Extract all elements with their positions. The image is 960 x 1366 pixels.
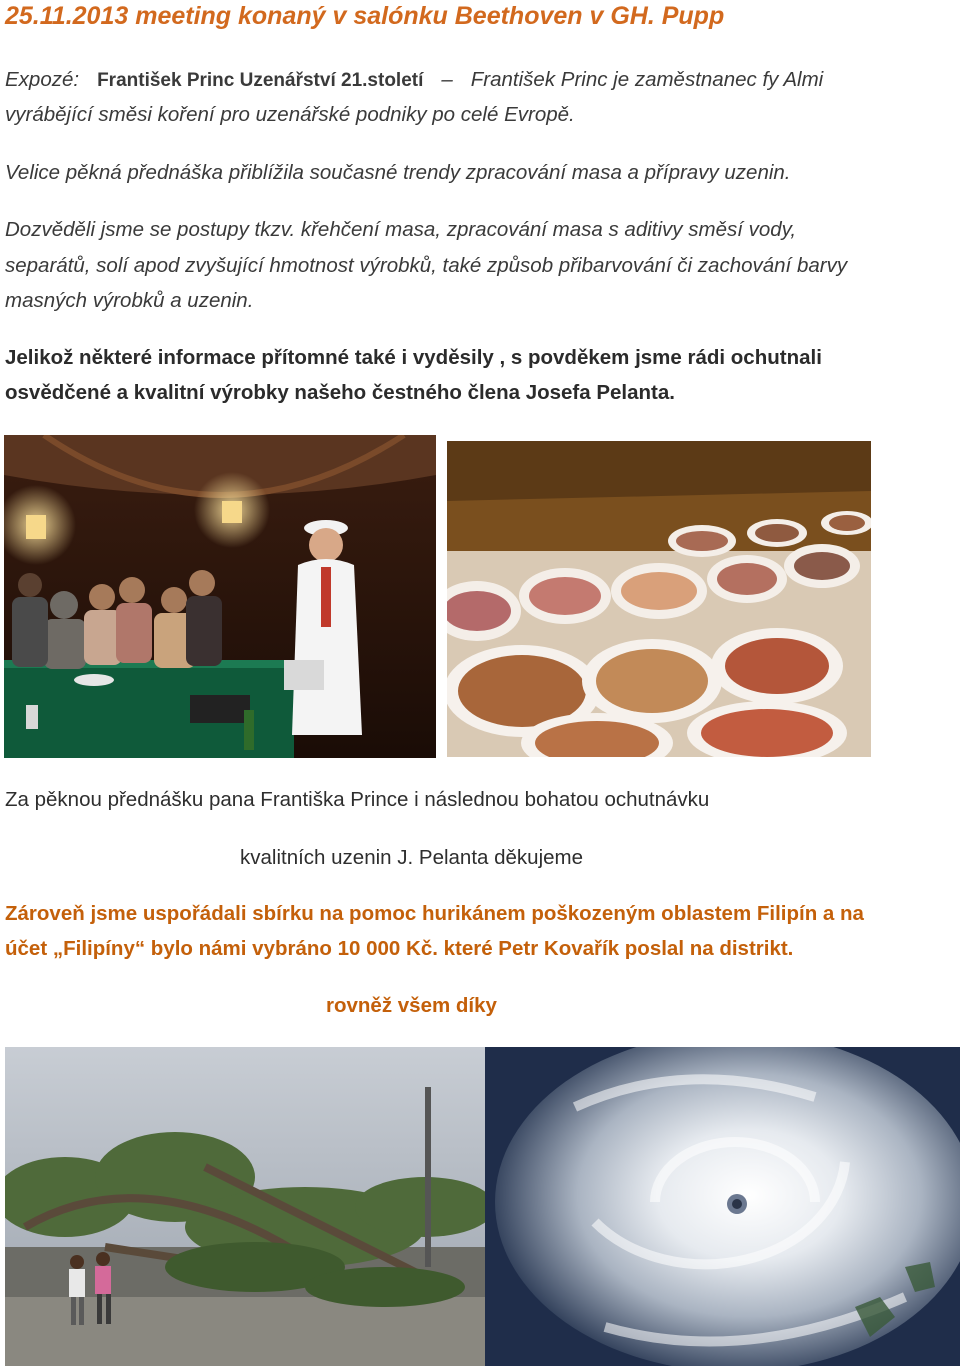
- page-title: 25.11.2013 meeting konaný v salónku Beethoven v GH. Pupp: [5, 2, 725, 30]
- expose-speaker: František Princ Uzenářství 21.století: [97, 70, 424, 91]
- collection-line-1: Zároveň jsme uspořádali sbírku na pomoc hurikánem poškozeným oblastem Filipín a na: [5, 902, 864, 925]
- thanks-line-2: kvalitních uzenin J. Pelanta děkujeme: [240, 846, 584, 869]
- closing-thanks: rovněž všem díky: [326, 994, 497, 1017]
- expose-label: Expozé:: [5, 68, 80, 91]
- presentation-photo: [4, 435, 436, 758]
- expose-line-1: [5, 68, 823, 92]
- paragraph-methods-line-1: Dozvěděli jsme se postupy tkzv. křehčení masa, zpracování masa s aditivy směsí vody,: [5, 218, 797, 241]
- expose-line-2: vyrábějící směsi koření pro uzenářské podniky po celé Evropě.: [5, 103, 575, 126]
- thanks-line-1: Za pěknou přednášku pana Františka Prince i následnou bohatou ochutnávku: [5, 788, 710, 811]
- storm-damage-photo: [5, 1047, 485, 1366]
- paragraph-methods-line-2: separátů, solí apod zvyšující hmotnost výrobků, také způsob přibarvování či zachování barvy: [5, 254, 848, 277]
- typhoon-satellite-photo: [485, 1047, 960, 1366]
- paragraph-tasting-line-2: osvědčené a kvalitní výrobky našeho čestného člena Josefa Pelanta.: [5, 381, 675, 404]
- paragraph-methods-line-3: masných výrobků a uzenin.: [5, 289, 254, 312]
- paragraph-trends: Velice pěkná přednáška přiblížila současné trendy zpracování masa a přípravy uzenin.: [5, 161, 791, 184]
- paragraph-tasting-line-1: Jelikož některé informace přítomné také i vyděsily , s povděkem jsme rádi ochutnali: [5, 346, 822, 369]
- expose-dash: –: [441, 68, 453, 91]
- expose-rest: František Princ je zaměstnanec fy Almi: [470, 68, 824, 91]
- collection-line-2: účet „Filipíny“ bylo námi vybráno 10 000 Kč. které Petr Kovařík poslal na distrikt.: [5, 937, 794, 960]
- cold-cuts-photo: [447, 441, 871, 757]
